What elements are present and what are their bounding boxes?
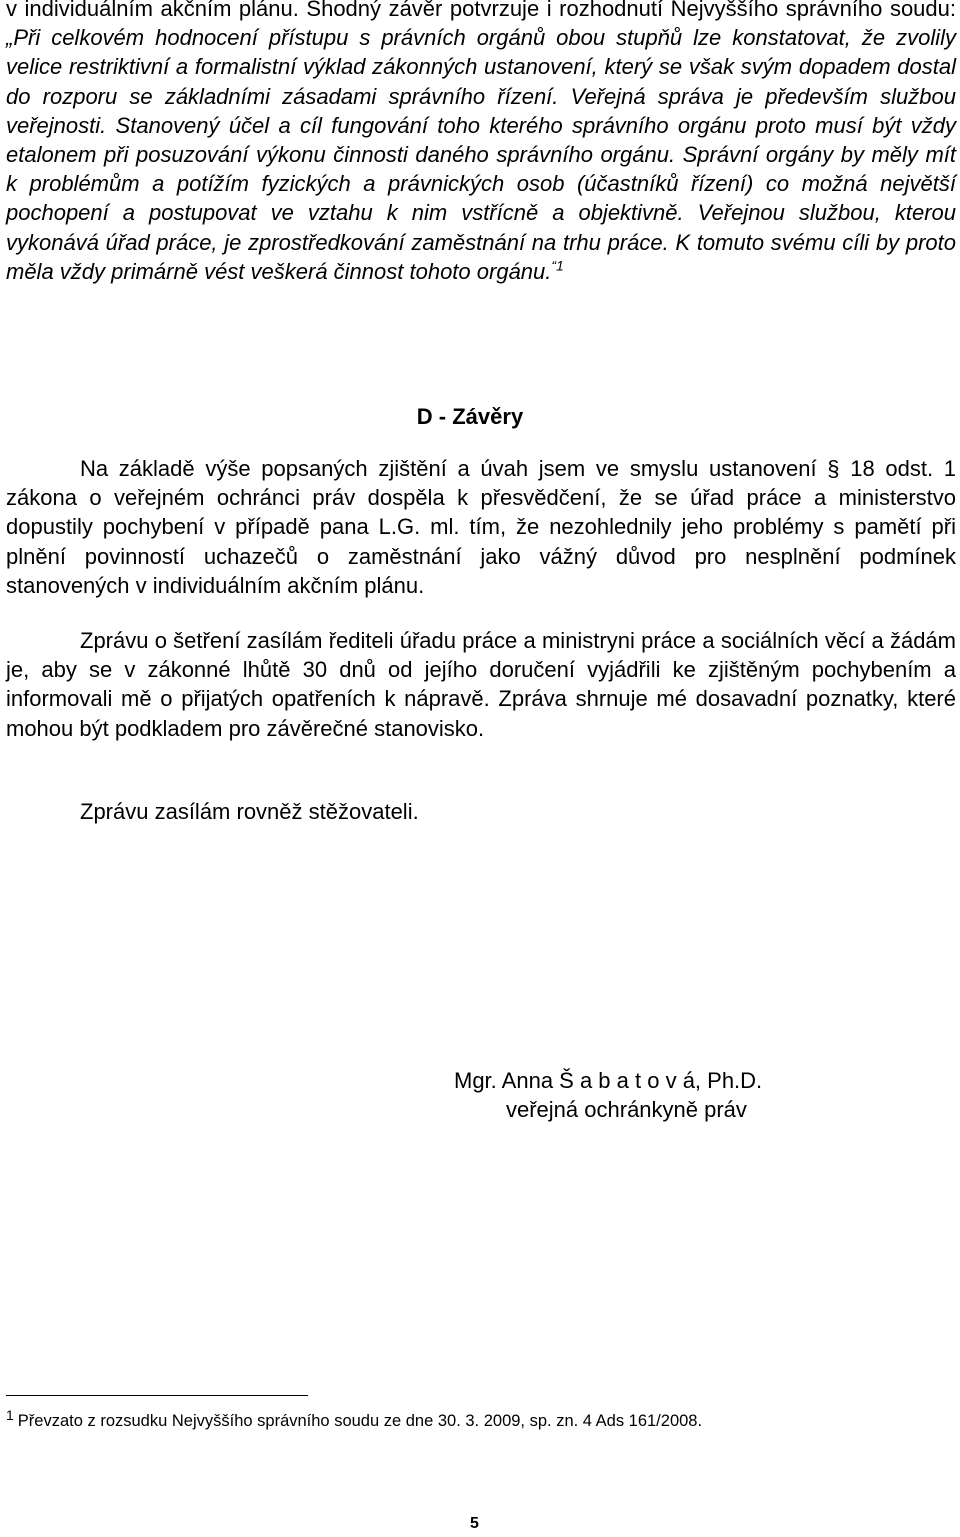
signature-role: veřejná ochránkyně práv	[506, 1097, 747, 1122]
footnote-divider	[6, 1395, 308, 1396]
section-heading: D - Závěry	[416, 404, 524, 429]
court-quote: „Při celkovém hodnocení přístupu s právních orgánů obou stupňů lze konstatovat, že zvolily velice restriktivní a formalistní výklad zákonných ustanovení, který se však svým dopadem dostal do rozporu se základními zásadami správního řízení. Veřejná správa je především službou veřejnosti. Stanovený účel a cíl fungování toho kterého správního orgánu proto musí být vždy etalonem při posuzování výkonu činnosti daného správního orgánu. Správní orgány by měly mít k problémům a potížím fyzických a právnických osob (účastníků řízení) co možná největší pochopení a postupovat ve vztahu k nim vstřícně a objektivně. Veřejnou službou, kterou vykonává úřad práce, je zprostředkování zaměstnání na trhu práce. K tomuto svému cíli by proto měla vždy primárně vést veškerá činnost tohoto orgánu.	[6, 25, 956, 284]
page-number: 5	[470, 1515, 479, 1532]
signature-block	[454, 1066, 762, 1124]
paragraph-conclusion: Na základě výše popsaných zjištění a úvah jsem ve smyslu ustanovení § 18 odst. 1 zákona o veřejném ochránci práv dospěla k přesvědčení, že se úřad práce a ministerstvo dopustily pochybení v případě pana L.G. ml. tím, že nezohlednily jeho problémy s pamětí při plnění povinností uchazečů o zaměstnání jako vážný důvod pro nesplnění podmínek stanovených v individuálním akčním plánu.	[6, 456, 956, 598]
footnote-text: Převzato z rozsudku Nejvyššího správního soudu ze dne 30. 3. 2009, sp. zn. 4 Ads 161/2008.	[17, 1412, 703, 1430]
signature-name: Mgr. Anna Š a b a t o v á, Ph.D.	[454, 1068, 763, 1093]
paragraph-complainant: Zprávu zasílám rovněž stěžovateli.	[80, 799, 419, 824]
footnote	[6, 1406, 703, 1432]
paragraph-court-citation	[6, 0, 956, 286]
footnote-reference: “1	[551, 257, 564, 274]
paragraph-lead-text: v individuálním akčním plánu. Shodný závěr potvrzuje i rozhodnutí Nejvyššího správního soudu:	[6, 0, 956, 21]
paragraph-report-sent: Zprávu o šetření zasílám řediteli úřadu práce a ministryni práce a sociálních věcí a žádám je, aby se v zákonné lhůtě 30 dnů od jejího doručení vyjádřili ke zjištěným pochybením a informovali mě o přijatých opatřeních k nápravě. Zpráva shrnuje mé dosavadní poznatky, které mohou být podkladem pro závěrečné stanovisko.	[6, 628, 956, 741]
footnote-number: 1	[6, 1406, 14, 1423]
